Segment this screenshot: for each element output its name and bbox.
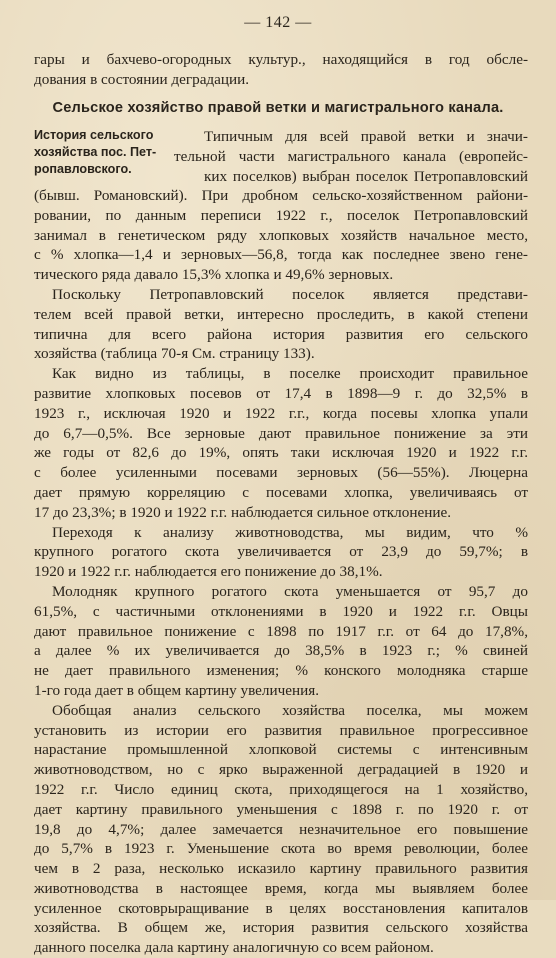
text-line: ких поселков) выбран поселок Петропавловский — [204, 167, 528, 185]
text-line: а далее % их увеличивается до 38,5% в 1923 г.; % свиней — [34, 642, 528, 660]
text-line: Обобщая анализ сельского хозяйства поселка, мы можем — [52, 701, 528, 719]
text-line: Молодняк крупного рогатого скота уменьшается от 95,7 до — [52, 582, 528, 600]
text-line: с % хлопка—1,4 и зерновых—56,8, тогда как последнее звено гене- — [34, 246, 528, 264]
text-line: телем всей правой ветки, интересно проследить, в какой степени — [34, 305, 528, 323]
text-line: развитие хлопковых посевов от 17,4 в 1898—9 г. до 32,5% в — [34, 384, 528, 402]
text-line: Переходя к анализу животноводства, мы видим, что % — [52, 523, 528, 541]
text-line: дает картину правильного уменьшения с 1898 г. по 1920 г. от — [34, 800, 528, 818]
text-line: Поскольку Петропавловский поселок является представи- — [52, 285, 528, 303]
text-line: хозяйства (таблица 70-я См. страницу 133). — [34, 345, 315, 363]
text-line: 17 до 23,3%; в 1920 и 1922 г.г. наблюдается сильное отклонение. — [34, 503, 451, 521]
text-line: до 6,7—0,5%. Все зерновые дают правильное понижение за эти — [34, 424, 528, 442]
side-heading — [34, 127, 174, 178]
text-line: ровании, по данным переписи 1922 г., поселок Петропавловский — [34, 206, 528, 224]
side-heading-line: ропавловского. — [34, 162, 132, 176]
section-heading: Сельское хозяйство правой ветки и магистрального канала. — [52, 100, 504, 116]
text-line: дования в состоянии деградации. — [34, 70, 250, 88]
text-line: животноводством, но с ярко выраженной деградацией в 1920 и — [34, 761, 528, 779]
first-paragraph-start — [174, 127, 528, 186]
text-line: не дает правильного изменения; % конского молодняка старше — [34, 662, 528, 680]
text-line: дает прямую корреляцию с посевами хлопка, увеличиваясь от — [34, 483, 528, 501]
text-line: типична для всего района история развития его сельского — [34, 325, 528, 343]
intro-paragraph — [34, 50, 528, 90]
text-line: Как видно из таблицы, в поселке происходит правильное — [52, 365, 528, 383]
text-line: же годы от 82,6 до 19%, опять таки исключая 1920 и 1922 г.г. — [34, 444, 528, 462]
page-number: — 142 — — [244, 14, 312, 31]
text-line: хозяйства. В общем же, история развития сельского хозяйства — [34, 919, 528, 937]
text-line: нарастание промышленной хлопковой системы с интенсивным — [34, 741, 528, 759]
side-heading-line: хозяйства пос. Пет- — [34, 145, 157, 159]
text-line: тельной части магистрального канала (европейс- — [174, 147, 528, 165]
text-line: 1922 г.г. Число единиц скота, приходящегося на 1 хозяйство, — [34, 780, 528, 798]
text-line: с более усиленными посевами зерновых (56—55%). Люцерна — [34, 464, 528, 482]
text-line: животноводства в настоящее время, когда мы выявляем более — [34, 879, 528, 897]
side-heading-line: История сельского — [34, 128, 154, 142]
text-line: гары и бахчево-огородных культур., находящийся в год обсле- — [34, 51, 528, 68]
text-line: 19,8 до 4,7%; далее замечается незначительное его повышение — [34, 820, 528, 838]
text-line: (бывш. Романовский). При дробном сельско-хозяйственном райони- — [34, 187, 528, 204]
text-line: усиленное скотоврыращивание в целях восстановления капиталов — [34, 899, 528, 917]
text-line: тического ряда давало 15,3% хлопка и 49,6% зерновых. — [34, 266, 394, 284]
text-line: чем в 2 раза, несколько исказило картину правильного развития — [34, 860, 528, 878]
main-body-text — [34, 186, 528, 958]
text-line: данного поселка дала картину аналогичную со всем районом. — [34, 939, 434, 957]
text-line: крупного рогатого скота увеличивается от 23,9 до 59,7%; в — [34, 543, 528, 561]
text-line: 1920 и 1922 г.г. наблюдается его понижение до 38,1%. — [34, 563, 383, 581]
text-line: 1923 г., исключая 1920 и 1922 г.г., когда посевы хлопка упали — [34, 404, 528, 422]
text-line: 61,5%, с частичными отклонениями в 1920 и 1922 г.г. Овцы — [34, 602, 528, 620]
text-line: Типичным для всей правой ветки и значи- — [204, 128, 528, 145]
text-line: занимал в генетическом ряду хлопковых хозяйств начальное место, — [34, 226, 528, 244]
text-line: дают правильное понижение с 1898 по 1917 г.г. от 64 до 17,8%, — [34, 622, 528, 640]
text-line: до 5,7% в 1923 г. Уменьшение скота во время революции, более — [34, 840, 528, 858]
text-line: установить из истории его развития правильное прогрессивное — [34, 721, 528, 739]
text-line: 1-го года дает в общем картину увеличения. — [34, 681, 320, 699]
